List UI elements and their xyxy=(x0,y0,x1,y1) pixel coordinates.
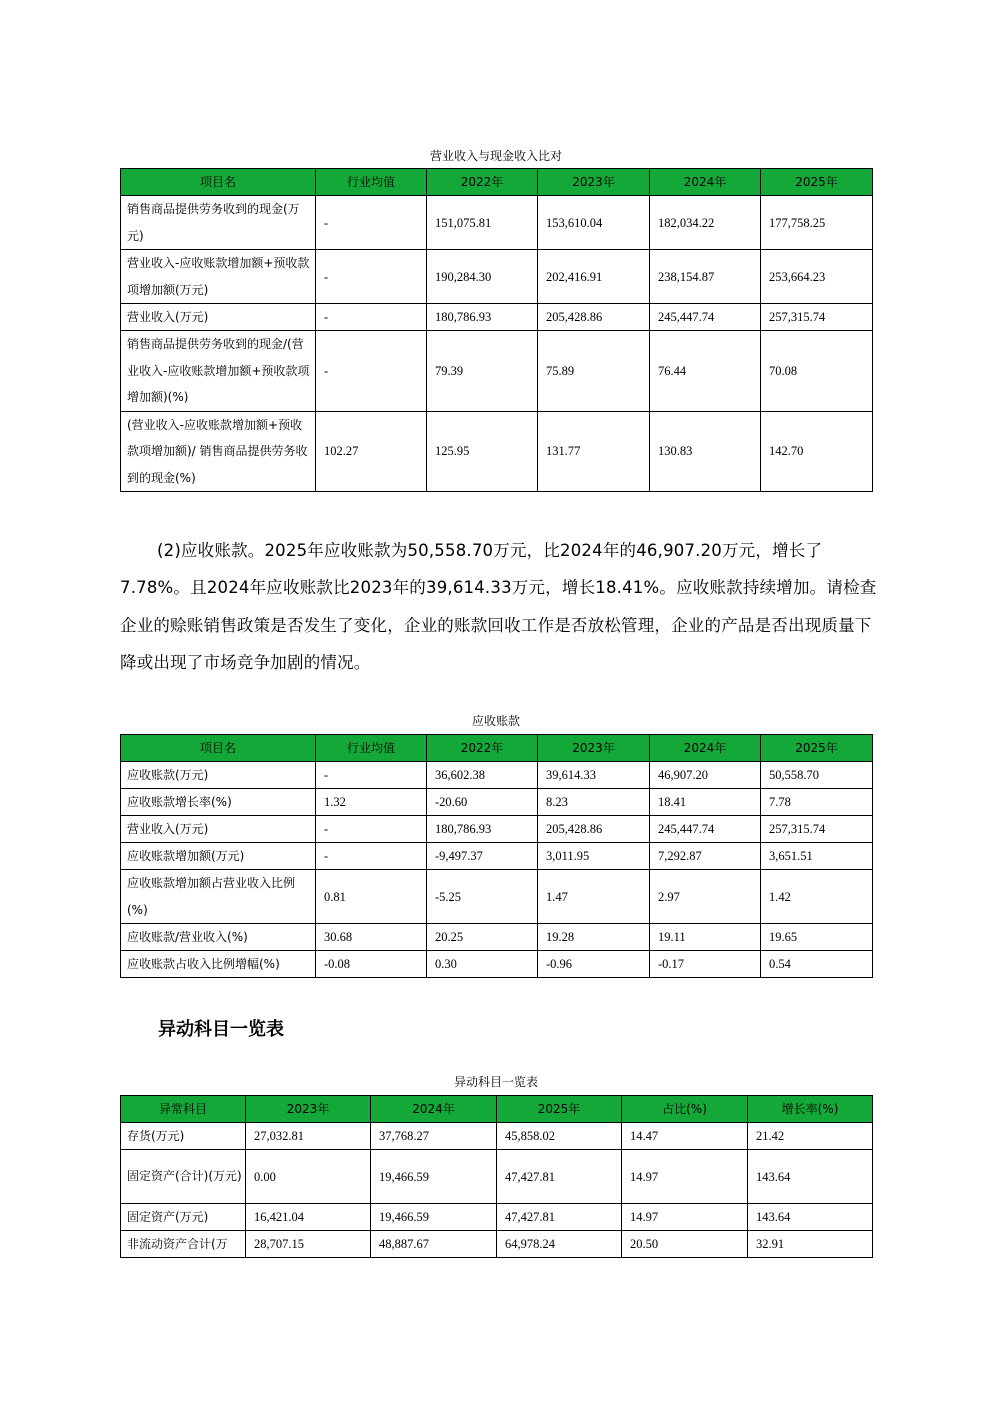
cell: 39,614.33 xyxy=(538,762,650,789)
cell: 70.08 xyxy=(761,331,873,412)
header-cell: 2023年 xyxy=(538,735,650,762)
cell: 20.25 xyxy=(427,924,538,951)
revenue-cash-table xyxy=(120,168,873,492)
cell: 7.78 xyxy=(761,789,873,816)
cell: 21.42 xyxy=(748,1123,873,1150)
table-row xyxy=(121,816,873,843)
table2-caption: 应收账款 xyxy=(471,714,520,728)
header-cell: 2022年 xyxy=(427,735,538,762)
row-label: 固定资产(合计)(万元) xyxy=(121,1150,246,1204)
cell: 0.30 xyxy=(427,951,538,978)
section-heading: 异动科目一览表 xyxy=(158,1019,284,1040)
cell: -20.60 xyxy=(427,789,538,816)
cell: 14.47 xyxy=(622,1123,748,1150)
cell: 48,887.67 xyxy=(371,1231,497,1258)
header-cell: 占比(%) xyxy=(622,1096,748,1123)
cell: 14.97 xyxy=(622,1150,748,1204)
table-row xyxy=(121,789,873,816)
table3-caption: 异动科目一览表 xyxy=(453,1075,538,1089)
table-row xyxy=(121,196,873,250)
cell: 47,427.81 xyxy=(497,1150,622,1204)
table-row xyxy=(121,951,873,978)
cell: 202,416.91 xyxy=(538,250,650,304)
header-cell: 项目名 xyxy=(121,735,316,762)
row-label: 销售商品提供劳务收到的现金/(营业收入-应收账款增加额+预收款项增加额)(%) xyxy=(121,331,316,412)
table-row xyxy=(121,250,873,304)
cell: 3,651.51 xyxy=(761,843,873,870)
cell: 14.97 xyxy=(622,1204,748,1231)
cell: 0.00 xyxy=(246,1150,371,1204)
cell: 102.27 xyxy=(316,411,427,492)
table-row xyxy=(121,924,873,951)
header-cell: 2022年 xyxy=(427,169,538,196)
header-cell: 2024年 xyxy=(650,735,761,762)
row-label: 应收账款/营业收入(%) xyxy=(121,924,316,951)
header-cell: 2024年 xyxy=(371,1096,497,1123)
header-cell: 行业均值 xyxy=(316,169,427,196)
cell: 3,011.95 xyxy=(538,843,650,870)
cell: 180,786.93 xyxy=(427,304,538,331)
header-cell: 行业均值 xyxy=(316,735,427,762)
cell: 19.65 xyxy=(761,924,873,951)
header-cell: 异常科目 xyxy=(121,1096,246,1123)
row-label: 应收账款增加额(万元) xyxy=(121,843,316,870)
cell: 37,768.27 xyxy=(371,1123,497,1150)
cell: 130.83 xyxy=(650,411,761,492)
cell: 1.32 xyxy=(316,789,427,816)
row-label: (营业收入-应收账款增加额+预收款项增加额)/ 销售商品提供劳务收到的现金(%) xyxy=(121,411,316,492)
cell: 1.42 xyxy=(761,870,873,924)
cell: -9,497.37 xyxy=(427,843,538,870)
row-label: 应收账款占收入比例增幅(%) xyxy=(121,951,316,978)
cell: 47,427.81 xyxy=(497,1204,622,1231)
cell: - xyxy=(316,196,427,250)
table-header-row xyxy=(121,735,873,762)
cell: -0.08 xyxy=(316,951,427,978)
cell: -5.25 xyxy=(427,870,538,924)
cell: 27,032.81 xyxy=(246,1123,371,1150)
cell: 143.64 xyxy=(748,1150,873,1204)
header-cell: 2025年 xyxy=(761,735,873,762)
cell: 8.23 xyxy=(538,789,650,816)
row-label: 销售商品提供劳务收到的现金(万元) xyxy=(121,196,316,250)
table-row xyxy=(121,1204,873,1231)
row-label: 营业收入(万元) xyxy=(121,304,316,331)
cell: 79.39 xyxy=(427,331,538,412)
cell: - xyxy=(316,762,427,789)
cell: - xyxy=(316,816,427,843)
table-row xyxy=(121,331,873,412)
cell: 75.89 xyxy=(538,331,650,412)
abnormal-items-table xyxy=(120,1095,873,1258)
cell: 0.54 xyxy=(761,951,873,978)
row-label: 营业收入(万元) xyxy=(121,816,316,843)
cell: 50,558.70 xyxy=(761,762,873,789)
cell: 182,034.22 xyxy=(650,196,761,250)
table-row xyxy=(121,411,873,492)
cell: 205,428.86 xyxy=(538,304,650,331)
cell: 190,284.30 xyxy=(427,250,538,304)
cell: - xyxy=(316,250,427,304)
cell: 245,447.74 xyxy=(650,304,761,331)
table1-caption: 营业收入与现金收入比对 xyxy=(429,149,562,163)
header-cell: 增长率(%) xyxy=(748,1096,873,1123)
cell: 64,978.24 xyxy=(497,1231,622,1258)
cell: 1.47 xyxy=(538,870,650,924)
table-row xyxy=(121,762,873,789)
table-row xyxy=(121,870,873,924)
cell: - xyxy=(316,843,427,870)
header-cell: 2023年 xyxy=(538,169,650,196)
row-label: 存货(万元) xyxy=(121,1123,246,1150)
cell: 19,466.59 xyxy=(371,1204,497,1231)
cell: 45,858.02 xyxy=(497,1123,622,1150)
row-label: 非流动资产合计(万 xyxy=(121,1231,246,1258)
header-cell: 2024年 xyxy=(650,169,761,196)
cell: 153,610.04 xyxy=(538,196,650,250)
cell: 143.64 xyxy=(748,1204,873,1231)
header-cell: 2025年 xyxy=(497,1096,622,1123)
table-row xyxy=(121,304,873,331)
cell: 245,447.74 xyxy=(650,816,761,843)
receivables-paragraph: (2)应收账款。2025年应收账款为50,558.70万元，比2024年的46,907.20万元，增长了7.78%。且2024年应收账款比2023年的39,614.33万元，增长18.41%。应收账款持续增加。请检查企业的赊账销售政策是否发生了变化，企业的账款回收工作是否放松管理，企业的产品是否出现质量下降或出现了市场竞争加剧的情况。 xyxy=(120,541,877,672)
cell: 2.97 xyxy=(650,870,761,924)
cell: 19,466.59 xyxy=(371,1150,497,1204)
row-label: 应收账款(万元) xyxy=(121,762,316,789)
receivables-table xyxy=(120,734,873,978)
cell: - xyxy=(316,331,427,412)
cell: -0.96 xyxy=(538,951,650,978)
table-row xyxy=(121,1123,873,1150)
table-header-row xyxy=(121,169,873,196)
cell: 18.41 xyxy=(650,789,761,816)
cell: 253,664.23 xyxy=(761,250,873,304)
cell: 131.77 xyxy=(538,411,650,492)
row-label: 营业收入-应收账款增加额+预收款项增加额(万元) xyxy=(121,250,316,304)
row-label: 应收账款增加额占营业收入比例(%) xyxy=(121,870,316,924)
header-cell: 2025年 xyxy=(761,169,873,196)
cell: 30.68 xyxy=(316,924,427,951)
cell: 142.70 xyxy=(761,411,873,492)
table-row xyxy=(121,843,873,870)
cell: 257,315.74 xyxy=(761,304,873,331)
cell: 19.11 xyxy=(650,924,761,951)
cell: 177,758.25 xyxy=(761,196,873,250)
table-header-row xyxy=(121,1096,873,1123)
header-cell: 项目名 xyxy=(121,169,316,196)
cell: 7,292.87 xyxy=(650,843,761,870)
cell: 151,075.81 xyxy=(427,196,538,250)
cell: - xyxy=(316,304,427,331)
cell: 257,315.74 xyxy=(761,816,873,843)
cell: 76.44 xyxy=(650,331,761,412)
cell: 205,428.86 xyxy=(538,816,650,843)
cell: 32.91 xyxy=(748,1231,873,1258)
row-label: 应收账款增长率(%) xyxy=(121,789,316,816)
table-row xyxy=(121,1150,873,1204)
cell: 180,786.93 xyxy=(427,816,538,843)
cell: 46,907.20 xyxy=(650,762,761,789)
cell: 238,154.87 xyxy=(650,250,761,304)
table-row xyxy=(121,1231,873,1258)
row-label: 固定资产(万元) xyxy=(121,1204,246,1231)
cell: 0.81 xyxy=(316,870,427,924)
cell: 28,707.15 xyxy=(246,1231,371,1258)
cell: 36,602.38 xyxy=(427,762,538,789)
cell: 16,421.04 xyxy=(246,1204,371,1231)
cell: 19.28 xyxy=(538,924,650,951)
cell: 125.95 xyxy=(427,411,538,492)
cell: -0.17 xyxy=(650,951,761,978)
header-cell: 2023年 xyxy=(246,1096,371,1123)
cell: 20.50 xyxy=(622,1231,748,1258)
